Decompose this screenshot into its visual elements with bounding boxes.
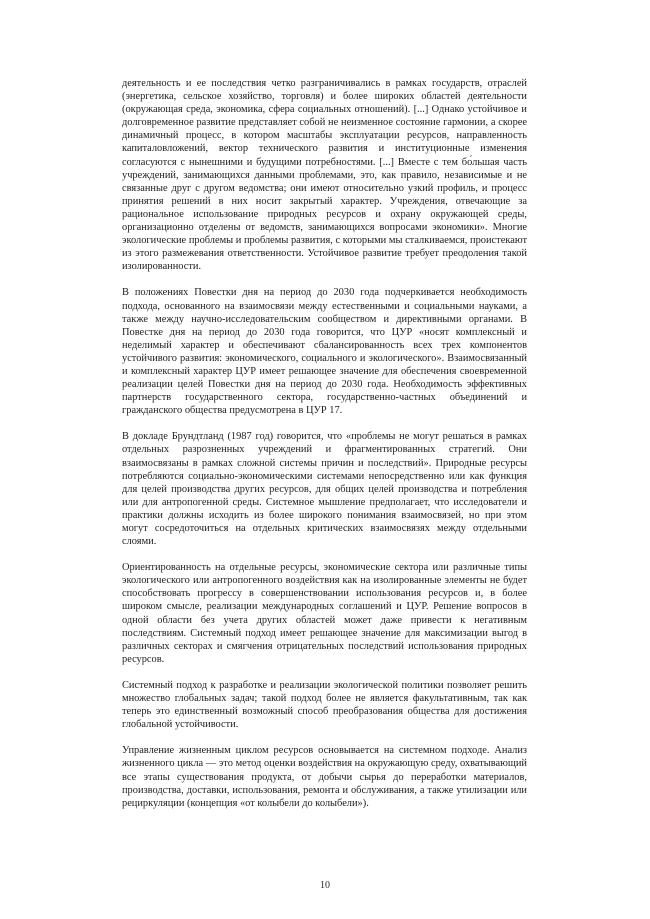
paragraph-2: В положениях Повестки дня на период до 2030 года подчеркивается необходимость подхода, основанного на взаимосвязи между естественными и социальными науками, а также между научно-исследовательским сообществом и директивными органами. В Повестке дня на период до 2030 года говорится, что ЦУР «носят комплексный и неделимый характер и обеспечивают сбалансированность всех трех компонентов устойчивого развития: экономического, социального и экологического». Взаимосвязанный и комплексный характер ЦУР имеет решающее значение для обеспечения своевременной реализации целей Повестки дня на период до 2030 года. Необходимость эффективных партнерств государственного сектора, государственно-частных объединений и гражданского общества предусмотрена в ЦУР 17. bbox=[122, 287, 527, 417]
paragraph-1: деятельность и ее последствия четко разграничивались в рамках государств, отраслей (энергетика, сельское хозяйство, торговля) и более широких областей деятельности (окружающая среда, экономика, сфера социальных отношений). [...] Однако устойчивое и долговременное развитие представляет собой не неизменное состояние гармонии, а скорее динамичный процесс, в котором масштабы эксплуатации ресурсов, направленность капиталовложений, вектор технического развития и институционные изменения согласуются с нынешними и будущими потребностями. [...] Вместе с тем бо́льшая часть учреждений, занимающихся данными проблемами, это, как правило, независимые и не связанные друг с другом ведомства; они имеют относительно узкий профиль, и процесс принятия решений в них носит закрытый характер. Учреждения, отвечающие за рациональное использование природных ресурсов и охрану окружающей среды, организационно отделены от ведомств, занимающихся вопросами экономики». Многие экологические проблемы и проблемы развития, с которыми мы сталкиваемся, проистекают из этого размежевания ответственности. Устойчивое развитие требует преодоления такой изолированности. bbox=[122, 78, 527, 273]
page-body bbox=[122, 77, 527, 823]
paragraph-4: Ориентированность на отдельные ресурсы, экономические сектора или различные типы экологического или антропогенного воздействия как на изолированные элементы не будет способствовать прогрессу в совершенствовании использования ресурсов и, в более широком смысле, реализации международных соглашений и ЦУР. Решение вопросов в одной области без учета других областей может даже привести к негативным последствиям. Системный подход имеет решающее значение для максимизации выгод в различных секторах и смягчения отрицательных последствий использования природных ресурсов. bbox=[122, 562, 527, 665]
paragraph-5: Системный подход к разработке и реализации экологической политики позволяет решить множество глобальных задач; такой подход более не является факультативным, так как теперь это единственный возможный способ преобразования общества для достижения глобальной устойчивости. bbox=[122, 679, 527, 731]
paragraph-3: В докладе Брундтланд (1987 год) говорится, что «проблемы не могут решаться в рамках отдельных разрозненных учреждений и фрагментированных стратегий. Они взаимосвязаны в рамках сложной системы причин и последствий». Природные ресурсы потребляются социально-экономическими системами непосредственно или как функция для целей производства других ресурсов, для общих целей производства и потребления или для антропогенной среды. Системное мышление предполагает, что исследователи и практики должны исходить из более широкого понимания взаимосвязей, но при этом могут сосредоточиться на отдельных критических взаимосвязях между отдельными слоями. bbox=[122, 431, 527, 548]
page-number: 10 bbox=[320, 880, 330, 891]
paragraph-6: Управление жизненным циклом ресурсов основывается на системном подходе. Анализ жизненного цикла — это метод оценки воздействия на окружающую среду, охватывающий все этапы существования продукта, от добычи сырья до переработки материалов, производства, доставки, использования, ремонта и обслуживания, а также утилизации или рециркуляции (концепция «от колыбели до колыбели»). bbox=[122, 745, 527, 809]
